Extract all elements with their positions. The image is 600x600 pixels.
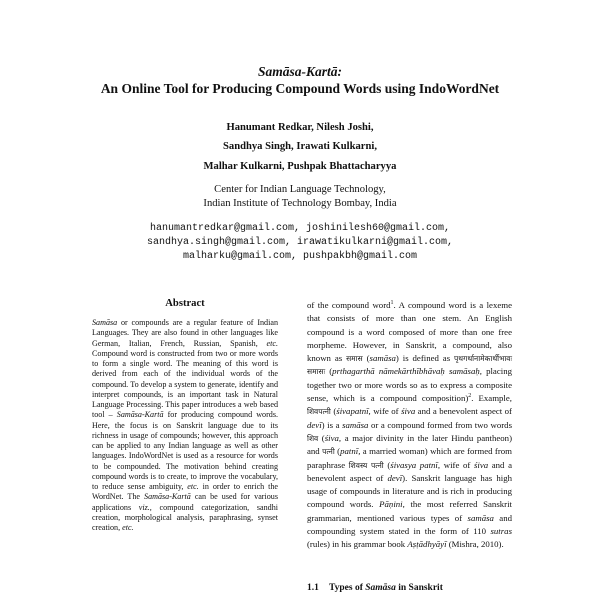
paper-title-line2: An Online Tool for Producing Compound Words using IndoWordNet — [100, 81, 500, 96]
footnote-marker: 1 — [390, 300, 394, 307]
email-line: malharku@gmail.com, pushpakbh@gmail.com — [182, 251, 418, 262]
author-line: Sandhya Singh, Irawati Kulkarni, — [223, 141, 377, 152]
email-line: hanumantredkar@gmail.com, joshinilesh60@gmail.com, — [149, 223, 451, 234]
body-text-right-column: of the compound word$^1$. A compound word is a lexeme that consists of more than one stem. An English compound is a word composed of more than one free morpheme. However, in Sanskrit, a compound, also known as समास (samāsa) is defined as पृथगर्थानामेकार्थीभावः समासः (prthagarthā nāmekārthībhāvaḥ samāsaḥ, placing together two or more words so as to express a composite sense, which is a compound composition)$^2$. Example, शिवपत्नी (śivapatnī, wife of śiva and a benevolent aspect of devī) is a samāsa or a compound formed from two words शिव (śiva, a major divinity in the later Hindu pantheon) and पत्नी (patnī, a married woman) which are formed from paraphrase शिवस्य पत्नी (śivasya patnī, wife of śiva and a benevolent aspect of devī). Sanskrit language has high usage of compounds in literature and is rich in producing compound words. Pāṇini, the most referred Sanskrit grammarian, mentioned various types of samāsa and compounding system stated in the form of 110 sutras (rules) in his grammar book Aṣṭādhyāyī (Mishra, 2010). — [307, 300, 513, 550]
section-number: 1.1 — [307, 583, 319, 593]
affiliation-line: Center for Indian Language Technology, — [214, 184, 386, 195]
email-line: sandhya.singh@gmail.com, irawatikulkarni@gmail.com, — [146, 237, 454, 248]
author-line: Malhar Kulkarni, Pushpak Bhattacharyya — [203, 161, 397, 172]
abstract-heading: Abstract — [165, 298, 205, 309]
author-line: Hanumant Redkar, Nilesh Joshi, — [226, 122, 374, 133]
affiliation-line: Indian Institute of Technology Bombay, India — [203, 198, 397, 209]
section-heading: 1.1 Types of Samāsa in Sanskrit — [307, 583, 443, 593]
abstract-body: Samāsa or compounds are a regular feature of Indian Languages. They are also found in other languages like German, Italian, French, Russian, Spanish, etc. Compound word is constructed from two or more words to form a single word. The meaning of this word is derived from each of the individual words of the compound. To develop a system to generate, identify and interpret compounds, is an important task in Natural Language Processing. This paper introduces a web based tool – Samāsa-Kartā for producing compound words. Here, the focus is on Sanskrit language due to its richness in usage of compounds; however, this approach can be applied to any Indian language as well as other languages. IndoWordNet is used as a resource for words to be compounded. The motivation behind creating compound words is to create, to improve the vocabulary, to reduce sense ambiguity, etc. in order to enrich the WordNet. The Samāsa-Kartā can be used for various applications viz., compound categorization, sandhi creation, morphological analysis, paraphrasing, synset creation, etc. — [92, 318, 279, 532]
paper-title-line1: Samāsa-Kartā: — [257, 64, 342, 79]
footnote-marker: 2 — [468, 393, 472, 400]
